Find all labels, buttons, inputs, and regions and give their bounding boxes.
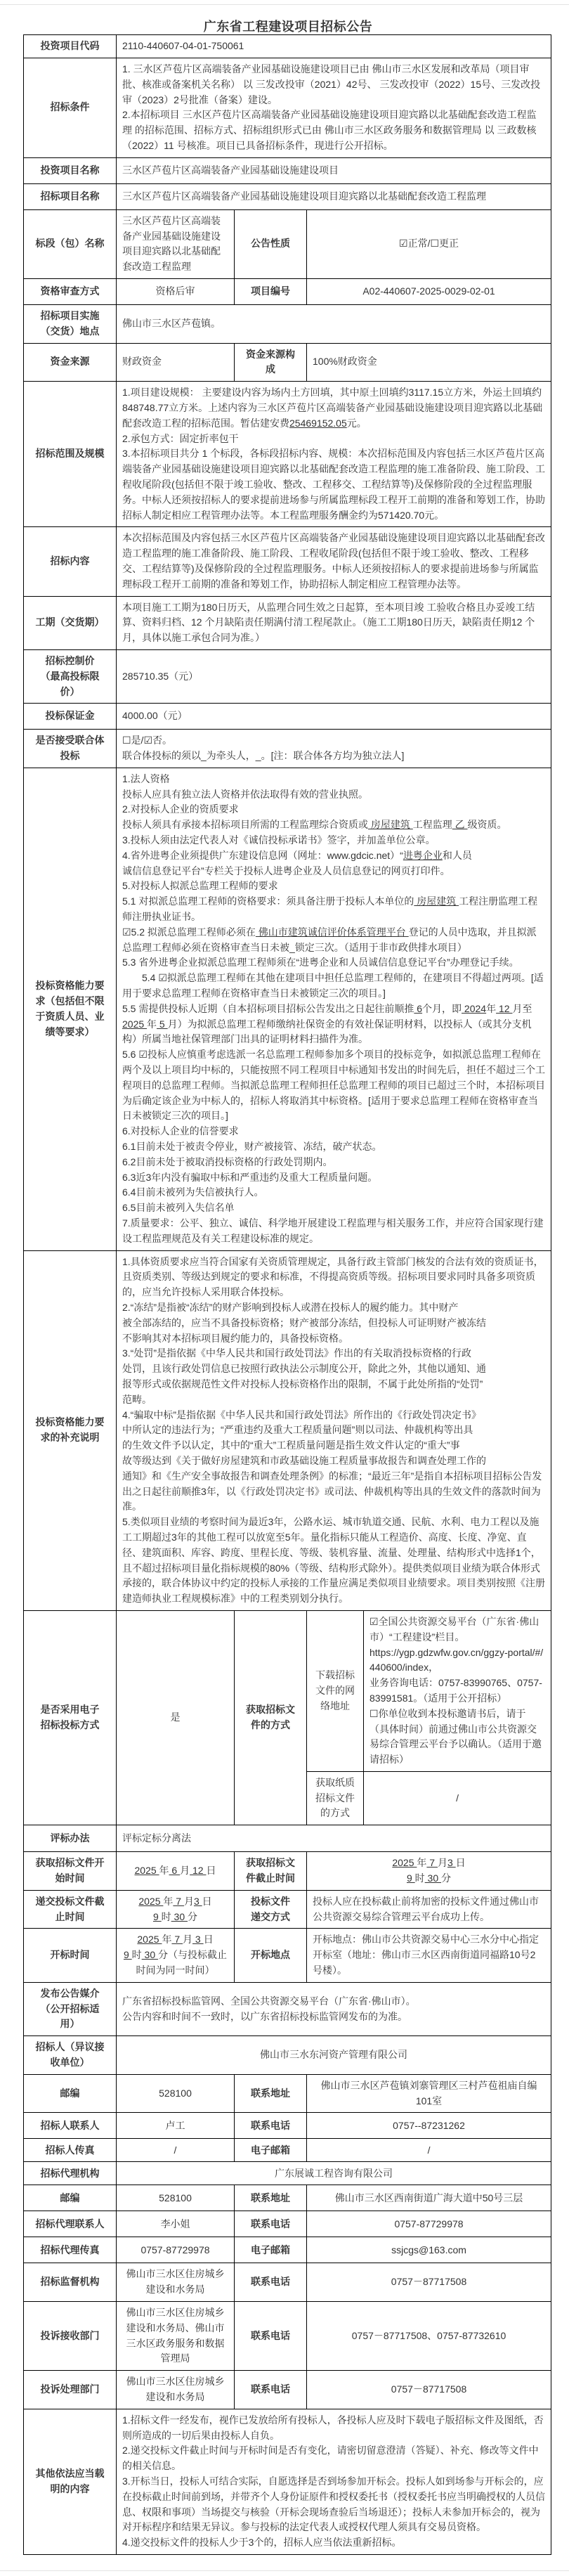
tenderer-value: 佛山市三水东河资产管理有限公司 — [117, 2036, 551, 2075]
tenderer-email-value: / — [307, 2139, 551, 2162]
paragraph: 2.本招标项目 三水区芦苞片区高端装备产业园基础设施建设项目迎宾路以北基础配套改造工程监理 的招标范围、招标方式、招标组织形式已由 佛山市三水区政务服务和数据管理局 以 三政数核（2022）11 号核准。项目已具备招标条件，现进行公开招标。 — [122, 109, 537, 151]
project-number-value: A02-440607-2025-0029-02-01 — [307, 278, 551, 304]
paragraph: 投标人须具有承接本招标项目所需的工程监理综合资质或 房屋建筑 工程监理 乙 级资质。 — [122, 819, 507, 831]
label: 电子邮箱 — [235, 2139, 307, 2162]
label: 邮编 — [24, 2185, 117, 2211]
section-name-value: 三水区芦苞片区高端装备产业园基础设施建设项目迎宾路以北基础配套改造工程监理 — [117, 209, 235, 278]
agency-postcode-value: 528100 — [117, 2185, 235, 2211]
label: 公告性质 — [235, 209, 307, 278]
doc-start-date — [117, 1852, 235, 1891]
paragraph: 4.递交投标文件的投标人少于3个的，招标人应当依法重新招标。 — [122, 2537, 402, 2549]
paragraph: 5.6 ☑投标人应慎重考虑选派一名总监理工程师参加多个项目的投标竞争，如拟派总监理工程师在两个及以上项目均中标的，只能按照不同工程项目中标通知书发出的时间先后，担任不超过三个工程项目的总监理工程师。当拟派总监理工程师担任总监理工程师的项目已超过三个时，本招标项目为后确定该企业为中标人的，招标人将取消其中标资格。[适用于要求总监理工程师在资格审查当日未被锁定三次的项目。] — [122, 1049, 545, 1122]
paragraph: 业务咨询电话：0757-83990765、0757-83991581。（适用于公开招标） — [369, 1677, 542, 1704]
underlined-text: 房屋建筑 — [368, 819, 413, 831]
row-submission — [24, 1890, 551, 1929]
row-agency-contact — [24, 2211, 551, 2237]
paragraph: ☑5.2 拟派总监理工程师必须在 佛山市建筑诚信评价体系管理平台 登记的人员中选取，并且拟派总监理工程师必须在资格审查当日未被_锁定三次。（适用于非市政供排水项目） — [122, 926, 537, 953]
paragraph: 5.类似项目业绩的考察时间为最近3年，公路水运、城市轨道交通、民航、水利、电力工程以及施工工期超过3年的其他工程可以放宽至5年。量化指标只能从工程造价、高度、长度、净宽、直径、建筑面积、库容、跨度、里程长度、等级、装机容量、流量、处理量、结构形式中选择1个，且不超过招标项目量化指标规模的80%（等级、结构形式除外）。提供类似项目业绩为联合体形式承接的，联合体协议中约定的投标人承接的工作量应满足类似项目业绩要求。项目类别按照《注册建造师执业工程规模标准》中的工程类别划分执行。 — [122, 1516, 545, 1605]
paragraph: 6.1目前未处于被责令停业，财产被接管、冻结，破产状态。 — [122, 1141, 382, 1153]
tender-project-name-value: 三水区芦苞片区高端装备产业园基础设施建设项目迎宾路以北基础配套改造工程监理 — [117, 183, 551, 209]
row-consortium — [24, 730, 551, 768]
paragraph: 6.对投标人企业的信誉要求 — [122, 1125, 239, 1137]
label: 招标代理联系人 — [24, 2211, 117, 2237]
row-other — [24, 2409, 551, 2554]
underlined-text: 房屋建筑 — [414, 895, 459, 907]
paragraph: 6.5目前未被列入失信名单 — [122, 1202, 235, 1214]
page-bottom-divider — [0, 2570, 569, 2571]
tender-conditions-value — [117, 58, 551, 158]
label: 联系电话 — [235, 2371, 307, 2409]
doc-deadline-date — [307, 1852, 551, 1891]
paragraph: 2.承包方式：固定折率包干 — [122, 432, 239, 444]
opening-place-value: 开标地点：佛山市公共资源交易中心三水分中心指定开标室（地址：佛山市三水区西南街道同福路10号2号楼）。 — [307, 1929, 551, 1982]
submission-deadline-date — [117, 1890, 235, 1929]
row-media — [24, 1982, 551, 2035]
content-value — [117, 527, 551, 596]
paragraph: 公告内容和时间不一致时，以广东省招标投标监管网发布的为准。 — [122, 2010, 407, 2022]
label: 是否接受联合体 投标 — [24, 730, 117, 768]
notice-type-checkboxes: ☑正常/☐更正 — [307, 209, 551, 278]
label: 招标人（异议接 收单位） — [24, 2036, 117, 2075]
underlined-text: 12 — [496, 1002, 513, 1014]
paragraph: 1.招标文件一经发布，视作已发放给所有投标人，各投标人应及时下载电子版招标文件及图纸，否则所造成的一切后果由投标人自负。 — [122, 2414, 544, 2441]
page-title: 广东省工程建设项目招标公告 — [203, 20, 373, 34]
paragraph: 1. 三水区芦苞片区高端装备产业园基础设施建设项目已由 佛山市三水区发展和改革局（项目审批、核准或备案机关名称） 以 三发改投审（2021）42号、 三发改投审（2022）15号、三发改投审（2023）2号批准（备案）建设。 — [122, 63, 541, 105]
qualification-requirements-value — [117, 768, 551, 1250]
row-funding — [24, 343, 551, 382]
bid-bond-value: 4000.00（元） — [117, 704, 551, 730]
underlined-text: 25469152.05 — [289, 417, 347, 429]
underlined-text: 2025 — [138, 1895, 164, 1907]
underlined-text: 6 — [169, 1865, 181, 1877]
paragraph: 5.3 省外进粤企业拟派总监理工程师须在“进粤企业和人员诚信信息登记平台”办理登记手续。 — [122, 957, 519, 969]
consortium-value — [117, 730, 551, 768]
row-qualification-notes — [24, 1250, 551, 1610]
paragraph: 3.开标当日，投标人可结合实际，自愿选择是否到场参加开标会。投标人如到场参与开标会的，应在投标截止时间前到场，并带齐个人身份证原件和授权委托书（授权委托书应当明确授权的人员信息、权限和事项）当场提交与核验（开标会现场查验后当场退还）；投标人未参加开标会的，视为对开标程序和结果无异议。参与投标的法定代表人或授权代理人须具有交易员资格。 — [122, 2475, 545, 2533]
paragraph: ☐是/☑否。 — [122, 734, 172, 746]
label: 联系电话 — [235, 2302, 307, 2371]
label: 招标项目实施 （交货）地点 — [24, 304, 117, 343]
row-qualification-requirements — [24, 768, 551, 1250]
paragraph: 6.3近3年内没有骗取中标和严重违约及重大工程质量问题。 — [122, 1171, 378, 1183]
label: 联系电话 — [235, 2211, 307, 2237]
underlined-text: 乙 — [452, 819, 468, 831]
underlined-text: 9 — [406, 1872, 415, 1884]
row-tenderer-postcode — [24, 2074, 551, 2113]
paragraph: 5.5 需提供投标人近期（自本招标项目招标公告发出之日起往前顺推 6个月，即 2024年 12 月至2025 年 5 月）为拟派总监理工程师缴纳社保资金的有效社保证明材料，以投标人（或其分支机构）所属当地社保管理部门出具的证明材料扫描件为准。 — [122, 1002, 532, 1045]
label: 投诉处理部门 — [24, 2371, 117, 2409]
download-address-value[interactable] — [364, 1610, 551, 1771]
label: 获取招标文 件的方式 — [235, 1610, 307, 1825]
label: 联系地址 — [235, 2074, 307, 2113]
row-tenderer — [24, 2036, 551, 2075]
row-complaint-handling — [24, 2371, 551, 2409]
underlined-text: 3 — [192, 1934, 204, 1946]
agency-contact-value: 李小姐 — [117, 2211, 235, 2237]
tenderer-fax-value: / — [117, 2139, 235, 2162]
paragraph: 4.“骗取中标”是指依据《中华人民共和国行政处罚法》所作出的《行政处罚决定书》 中所认定的违法行为；“严重违约及重大工程质量问题”则以司法、仲裁机构等出具 的生效文件予以认定，其中的“重大”工程质量问题是指生效文件认定的“重大”事 故等级达到《关于做好房屋建筑和市政基础设施工程质量事故报告和调查处理工作的 通知》和《生产安全事故报告和调查处理条例》的标准；“最近三年”是指自本招标项目招标公告发出之日起往前顺推3年，以《行政处罚决定书》或司法、仲裁机构等出具的生效文件的落款时间为准。 — [122, 1409, 542, 1513]
label: 项目编号 — [235, 278, 307, 304]
label: 工期（交货期） — [24, 596, 117, 649]
label: 招标项目名称 — [24, 183, 117, 209]
underlined-text: 2025 — [122, 1018, 148, 1030]
paper-documents-value: / — [364, 1771, 551, 1825]
label: 邮编 — [24, 2074, 117, 2113]
underlined-text: 9 — [152, 1910, 162, 1922]
paragraph: 2.对投标人企业的资质要求 — [122, 803, 239, 815]
tenderer-postcode-value: 528100 — [117, 2074, 235, 2113]
row-agency-fax — [24, 2237, 551, 2263]
page-top-divider — [0, 4, 569, 5]
label: 电子邮箱 — [235, 2237, 307, 2263]
label: 招标内容 — [24, 527, 117, 596]
label: 投资项目名称 — [24, 157, 117, 183]
row-evaluation — [24, 1825, 551, 1852]
underlined-text: 7 — [171, 1934, 183, 1946]
paragraph: 广东省招标投标监管网、全国公共资源交易平台（广东省·佛山市）。 — [122, 1995, 416, 2007]
label: 是否采用电子 招标投标方式 — [24, 1610, 117, 1825]
underlined-text: 进粤企业 — [403, 849, 443, 861]
row-complaint-receiving — [24, 2302, 551, 2371]
paragraph: 5.1 对拟派总监理工程师的资格要求：须具备注册于投标人本单位的 房屋建筑 工程注册监理工程师注册执业证书。 — [122, 895, 538, 923]
paragraph: 2025 年 7 月3 日 9 时 30 分 — [392, 1857, 466, 1884]
row-opening — [24, 1929, 551, 1982]
row-tenderer-fax — [24, 2139, 551, 2162]
agency-value: 广东展诚工程咨询有限公司 — [117, 2162, 551, 2185]
row-supervision — [24, 2263, 551, 2302]
label: 发布公告媒介 （公开招标适 用） — [24, 1982, 117, 2035]
row-scope — [24, 382, 551, 527]
funding-composition-value: 100%财政资金 — [307, 343, 551, 382]
label: 招标控制价 （最高投标限 价） — [24, 649, 117, 703]
underlined-text: 12 — [190, 1865, 207, 1877]
complaint-receiving-phone-value: 0757－87717508、0757-87732610 — [307, 2302, 551, 2371]
paragraph: 2.递交投标文件截止时间与开标时间是否有变化，请密切留意澄清（答疑）、补充、修改等文件中的相关信息。 — [122, 2445, 539, 2472]
label: 联系地址 — [235, 2185, 307, 2211]
paragraph: 6.4目前未被列为失信被执行人。 — [122, 1186, 264, 1198]
label: 投资项目代码 — [24, 35, 117, 58]
qualification-review-value: 资格后审 — [117, 278, 235, 304]
row-period — [24, 596, 551, 649]
row-agency — [24, 2162, 551, 2185]
paragraph: 7.质量要求：公平、独立、诚信、科学地开展建设工程监理与相关服务工作，并应符合国家现行建设工程监理规范及有关工程建设标准的规定。 — [122, 1217, 544, 1244]
paragraph: 1.项目建设规模： 主要建设内容为场内土方回填，其中原土回填约3117.15立方米，外运土回填约848748.77立方米。上述内容为三水区芦苞片区高端装备产业园基础设施建设项目迎宾路以北基础配套改造工程的招标范围。暂估建安费25469152.05元。 — [122, 387, 543, 429]
label: 递交投标文件截 止时间 — [24, 1890, 117, 1929]
underlined-text: 3 — [193, 1895, 202, 1907]
paragraph: 联合体投标的须以_为牵头人，_。[注：联合体各方均为独立法人] — [122, 750, 405, 762]
label: 招标代理传真 — [24, 2237, 117, 2263]
paragraph: 6.2目前未处于被取消投标资格的行政处罚期内。 — [122, 1156, 333, 1167]
label: 招标条件 — [24, 58, 117, 158]
paragraph: ☑全国公共资源交易平台（广东省·佛山市）“工程建设”栏目。 — [369, 1615, 539, 1643]
label: 开标地点 — [235, 1929, 307, 1982]
label: 其他依法应当载 明的内容 — [24, 2409, 117, 2554]
complaint-receiving-value: 佛山市三水区住房城乡建设和水务局、佛山市三水区政务服务和数据管理局 — [117, 2302, 235, 2371]
label: 资格审查方式 — [24, 278, 117, 304]
row-agency-postcode — [24, 2185, 551, 2211]
paragraph: 3.投标人须由法定代表人对《诚信投标承诺书》签字，并加盖单位公章。 — [122, 834, 436, 846]
row-content — [24, 527, 551, 596]
tenderer-address-value: 佛山市三水区芦苞镇刘寨管理区三村芦苞祖庙自编101室 — [307, 2074, 551, 2113]
label: 投标文件 递交方式 — [235, 1890, 307, 1929]
row-control-price — [24, 649, 551, 703]
label: 招标人传真 — [24, 2139, 117, 2162]
row-qualification-review — [24, 278, 551, 304]
paragraph: 2.“冻结”是指被“冻结”的财产影响到投标人或潜在投标人的履约能力。其中财产 被全部冻结的，应当不具备投标资格；财产被部分冻结，但投标人可证明财产被冻结 不影响其对本招标项目履约能力的，具备投标资格。 — [122, 1301, 486, 1344]
tenderer-contact-value: 卢工 — [117, 2113, 235, 2139]
label: 下载招标 文件的网 络地址 — [307, 1610, 364, 1771]
evaluation-value: 评标定标分离法 — [117, 1825, 551, 1852]
row-project-code — [24, 35, 551, 58]
qualification-notes-value — [117, 1250, 551, 1610]
label: 获取纸质 招标文件 的方式 — [307, 1771, 364, 1825]
label: 投标资格能力要 求的补充说明 — [24, 1250, 117, 1610]
label: 招标监督机构 — [24, 2263, 117, 2302]
agency-address-value: 佛山市三水区西南街道广海大道中50号三层 — [307, 2185, 551, 2211]
complaint-handling-value: 佛山市三水区住房城乡建设和水务局 — [117, 2371, 235, 2409]
row-tender-project-name — [24, 183, 551, 209]
label: 投标保证金 — [24, 704, 117, 730]
paragraph: 4.省外进粤企业须提供广东建设信息网（网址：www.gdcic.net）“进粤企业和人员 诚信信息登记平台”专栏关于投标人进粤企业及人员信息登记的网页打印件。 — [122, 849, 472, 876]
underlined-text: 2025 — [137, 1934, 162, 1946]
underlined-text: 佛山市建筑诚信评价体系管理平台 — [255, 926, 409, 938]
label: 投诉接收部门 — [24, 2302, 117, 2371]
project-code-value: 2110-440607-04-01-750061 — [117, 35, 551, 58]
investment-project-name-value: 三水区芦苞片区高端装备产业园基础设施建设项目 — [117, 157, 551, 183]
row-electronic-bidding — [24, 1610, 551, 1771]
row-doc-start — [24, 1852, 551, 1891]
label: 资金来源构 成 — [235, 343, 307, 382]
agency-phone-value: 0757-87729978 — [307, 2211, 551, 2237]
tenderer-phone-value: 0757--87231262 — [307, 2113, 551, 2139]
submission-method-value: 投标人应在投标截止前将加密的投标文件通过佛山市公共资源交易综合管理云平台成功上传。 — [307, 1890, 551, 1929]
underlined-text: 2025 — [134, 1865, 159, 1877]
label: 获取招标文件开 始时间 — [24, 1852, 117, 1891]
underlined-text: 30 — [171, 1910, 188, 1922]
row-investment-project-name — [24, 157, 551, 183]
label: 标段（包）名称 — [24, 209, 117, 278]
underlined-text: 7 — [426, 1857, 438, 1869]
paragraph: 2025 年 7 月 3 日 9 时 30 分（与投标截止时间为同一时间） — [123, 1934, 228, 1976]
row-section-name — [24, 209, 551, 278]
paragraph: 3.本招标项目共分 1 个标段，各标段招标内容、规模：本次招标范围及内容包括三水区芦苞片区高端装备产业园基础设施建设项目迎宾路以北基础配套改造工程监理的施工准备阶段、施工阶段、工程收尾阶段(包括但不限于竣工验收、整改、工程移交、工程结算等)及保修阶段的全过程监理服务。中标人还须按招标人的要求提前进场参与所属监理标段工程开工前期的准备和筹划工作，协助招标人制定相应工程管理办法等。本工程监理服务酬金约为571420.70元。 — [122, 448, 545, 521]
funding-source-value: 财政资金 — [117, 343, 235, 382]
location-value: 佛山市三水区芦苞镇。 — [117, 304, 551, 343]
paragraph: 2025 年 7 月3 日 9 时 30 分 — [138, 1895, 212, 1922]
paragraph: 3.“处罚”是指依据《中华人民共和国行政处罚法》作出的有关取消投标资格的行政 处罚，且该行政处罚信息已按照行政执法公示制度公开，除此之外，其他以通知、通 报等形式或依据规范性文件对投标人投标资格作出的限制，不属于此处所指的“处罚” 范畴。 — [122, 1347, 486, 1405]
label: 资金来源 — [24, 343, 117, 382]
paragraph: 1.具体资质要求应当符合国家有关资质管理规定，具备行政主管部门核发的合法有效的资质证书，且资质类别、等级达到规定的要求和标准，不得提高资质等级。招标项目要求同时具备多项资质的，应当允许投标人采用联合体投标。 — [122, 1255, 544, 1298]
period-value — [117, 596, 551, 649]
label: 联系电话 — [235, 2263, 307, 2302]
label: 评标办法 — [24, 1825, 117, 1852]
label: 联系电话 — [235, 2113, 307, 2139]
row-location — [24, 304, 551, 343]
other-value — [117, 2409, 551, 2554]
agency-email-value[interactable]: ssjcgs@163.com — [307, 2237, 551, 2263]
label: 招标人联系人 — [24, 2113, 117, 2139]
paragraph: https://ygp.gdzwfw.gov.cn/ggzy-portal/#/440600/index， — [369, 1646, 544, 1674]
electronic-bidding-value: 是 — [117, 1610, 235, 1825]
label: 招标代理机构 — [24, 2162, 117, 2185]
row-bid-bond — [24, 704, 551, 730]
paragraph: 2025 年 6 月 12 日 — [134, 1865, 216, 1877]
label: 投标资格能力要 求（包括但不限 于资质人员、业 绩等要求） — [24, 768, 117, 1250]
label: 获取招标文 件截止时间 — [235, 1852, 307, 1891]
opening-date — [117, 1929, 235, 1982]
paragraph: 5.对投标人拟派总监理工程师的要求 — [122, 880, 278, 892]
underlined-text: 9 — [123, 1949, 132, 1961]
label: 招标范围及规模 — [24, 382, 117, 527]
paragraph: 5.4 ☑拟派总监理工程师在其他在建项目中担任总监理工程师的，在建项目不得超过两项。[适用于要求总监理工程师在资格审查当日未被锁定三次的项目。] — [122, 972, 544, 999]
underlined-text: 2025 — [392, 1857, 417, 1869]
underlined-text: 3 — [447, 1857, 456, 1869]
paragraph: 本次招标范围及内容包括三水区芦苞片区高端装备产业园基础设施建设项目迎宾路以北基础配套改造工程监理的施工准备阶段、施工阶段、工程收尾阶段(包括但不限于竣工验收、整改、工程移交、工程结算等)及保修阶段的全过程监理服务。中标人还须按招标人的要求提前进场参与所属监理标段工程开工前期的准备和筹划工作，协助招标人制定相应工程管理办法等。 — [122, 532, 545, 590]
paragraph: 投标人应具有独立法人资格并依法取得有效的营业执照。 — [122, 788, 368, 800]
tender-notice-table — [23, 34, 551, 2555]
paragraph: 1.法人资格 — [122, 772, 170, 784]
scope-value — [117, 382, 551, 527]
underlined-text: 2024 — [462, 1002, 487, 1014]
media-value — [117, 1982, 551, 2035]
underlined-text: 7 — [173, 1895, 184, 1907]
supervision-phone-value: 0757－87717508 — [307, 2263, 551, 2302]
label: 开标时间 — [24, 1929, 117, 1982]
supervision-value: 佛山市三水区住房城乡建设和水务局 — [117, 2263, 235, 2302]
paragraph: 本项目施工工期为180日历天，从监理合同生效之日起算，至本项目竣 工验收合格且办妥竣工结算、资料归档、12 个月缺陷责任期满付清工程尾款止。（施工工期180日历天，缺陷责任期12 个月，具体以施工承包合同为准。） — [122, 601, 535, 644]
agency-fax-value: 0757-87729978 — [117, 2237, 235, 2263]
control-price-value: 285710.35（元） — [117, 649, 551, 703]
underlined-text: 5 — [157, 1018, 168, 1030]
row-tender-conditions — [24, 58, 551, 158]
underlined-text: 30 — [424, 1872, 442, 1884]
row-tenderer-contact — [24, 2113, 551, 2139]
paragraph: ☐你单位收到本投标邀请书后，请于（具体时间）前通过佛山市公共资源交易综合管理云平台予以确认。（适用于邀请招标） — [369, 1707, 542, 1766]
underlined-text: 6 — [414, 1002, 423, 1014]
complaint-handling-phone-value: 0757－87717508 — [307, 2371, 551, 2409]
underlined-text: 30 — [141, 1949, 159, 1961]
